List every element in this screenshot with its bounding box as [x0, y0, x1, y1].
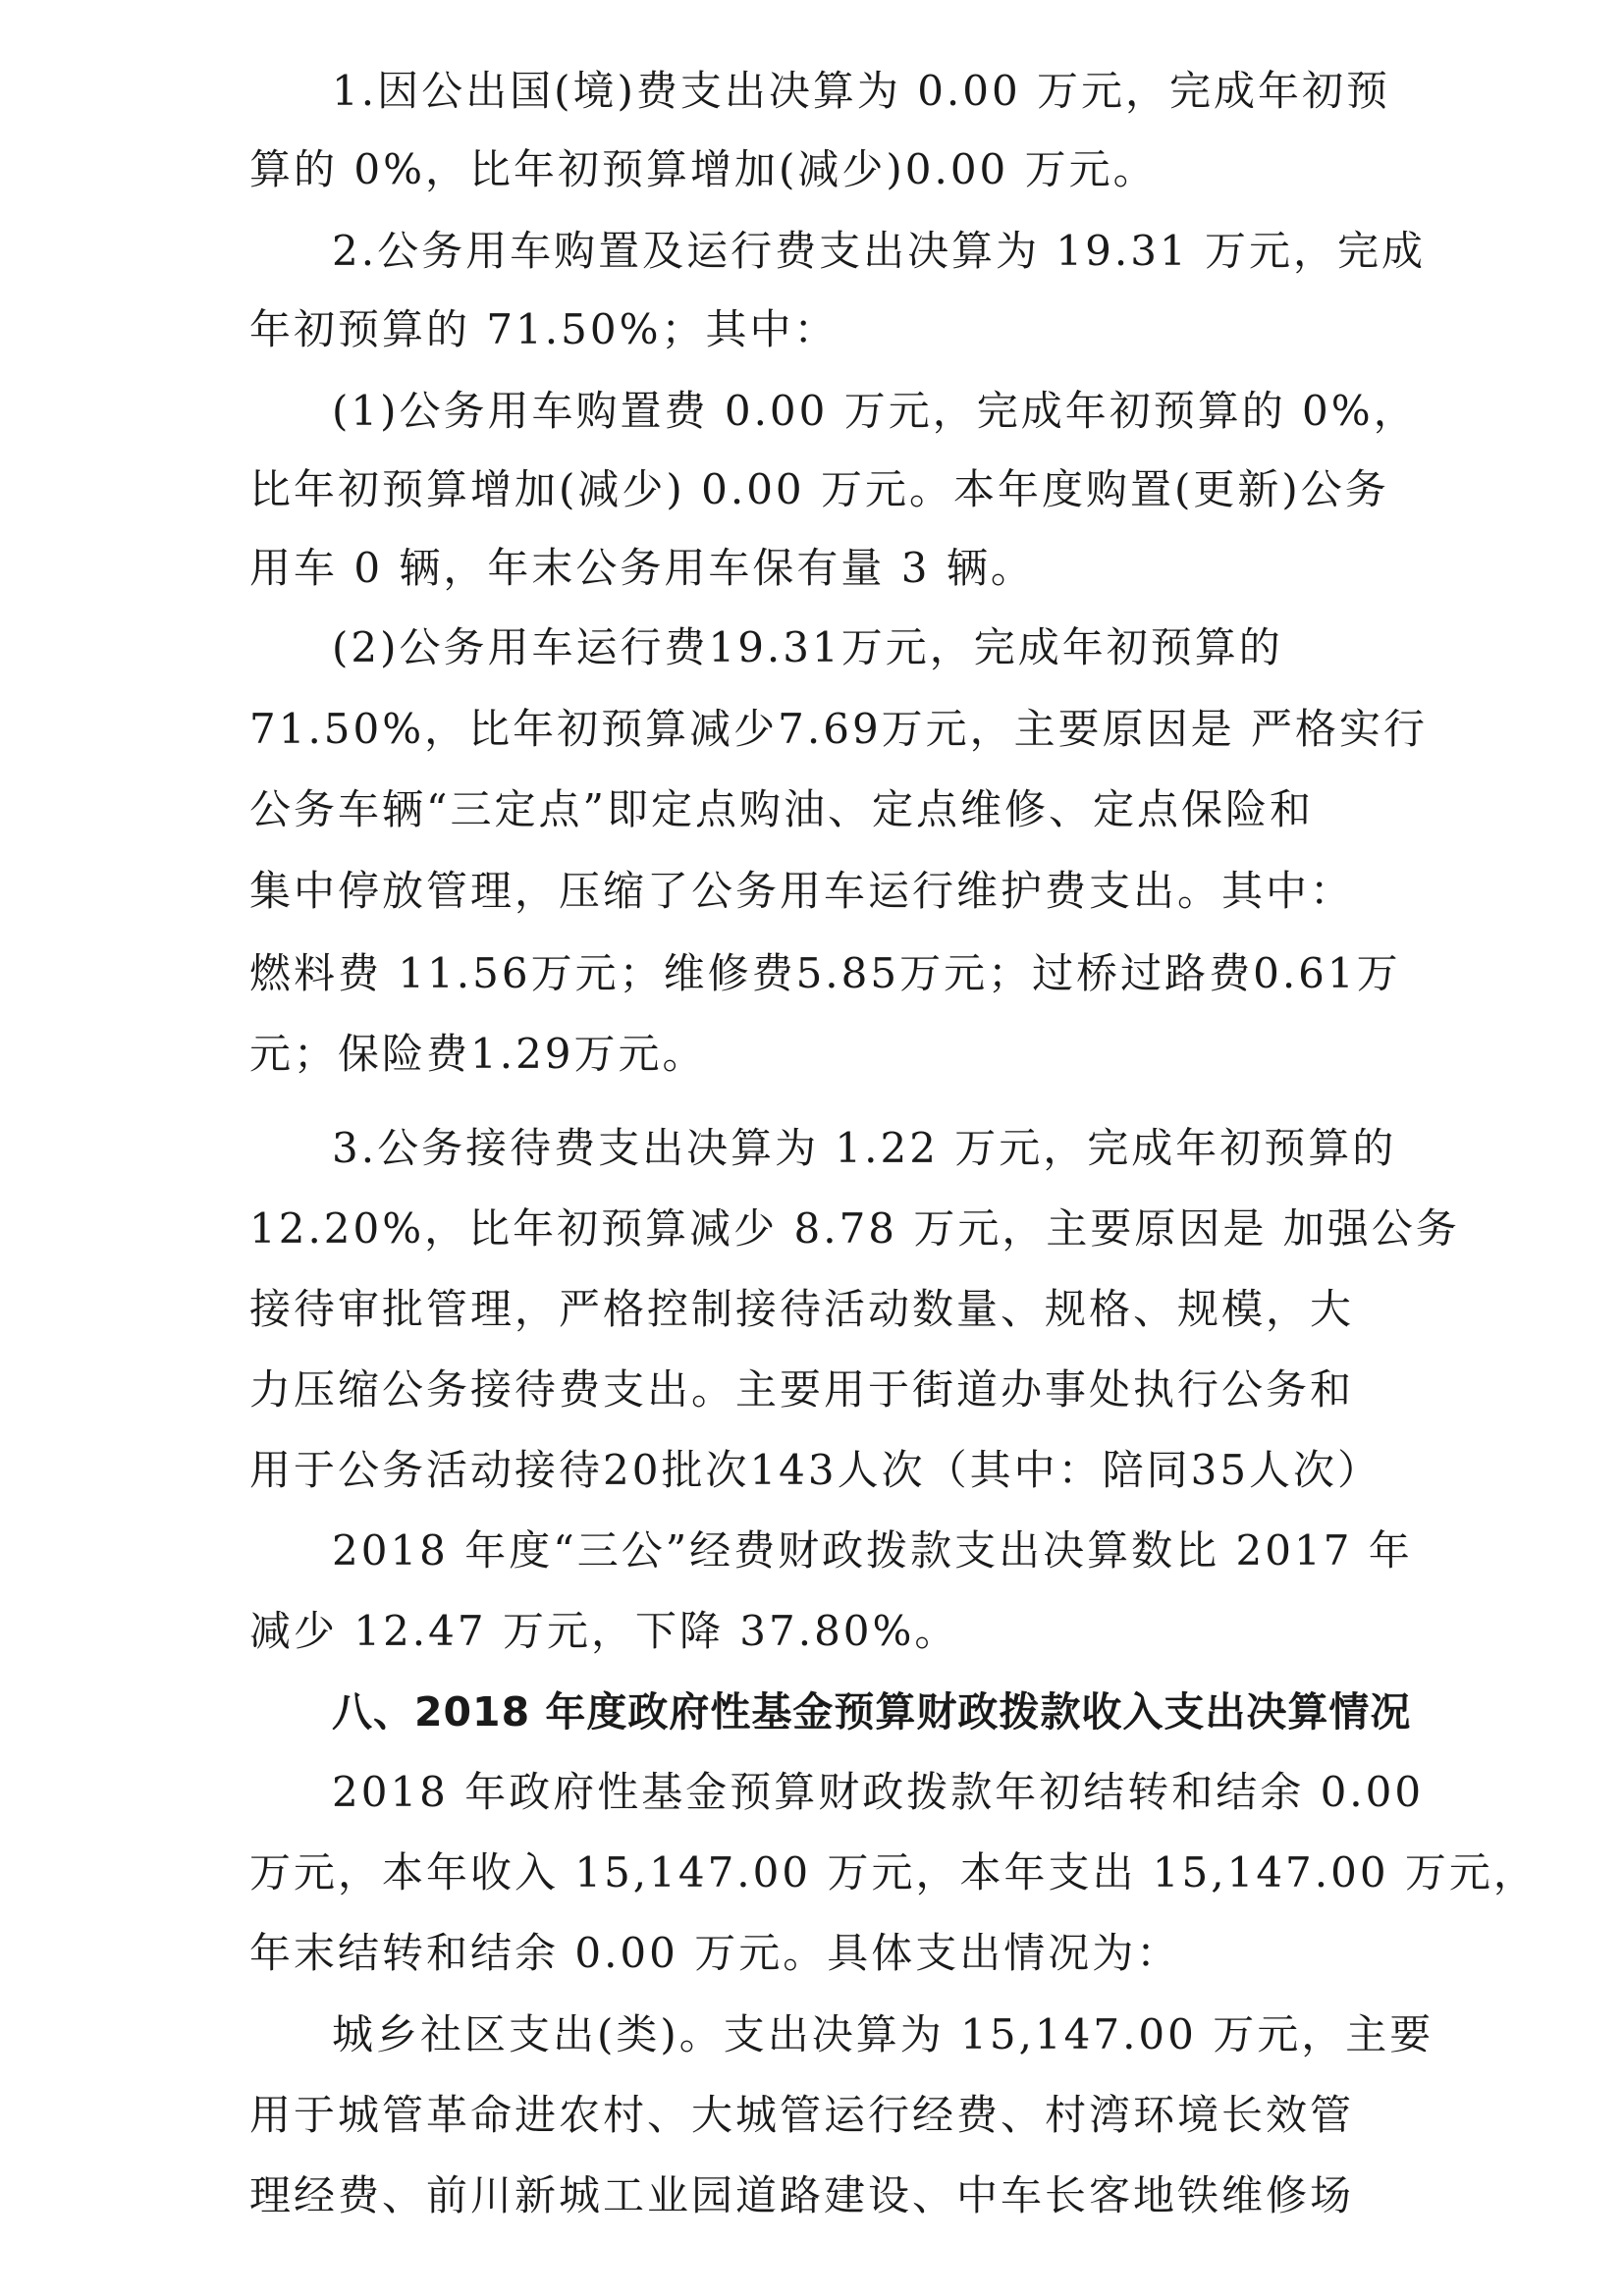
text-line: 2018 年度“三公”经费财政拨款支出决算数比 2017 年 [332, 1526, 1413, 1575]
text-line: 接待审批管理，严格控制接待活动数量、规格、规模，大 [249, 1285, 1355, 1333]
text-line: 2018 年政府性基金预算财政拨款年初结转和结余 0.00 [332, 1768, 1425, 1816]
text-line: 用于城管革命进农村、大城管运行经费、村湾环境长效管 [249, 2091, 1355, 2139]
text-line: 力压缩公务接待费支出。主要用于街道办事处执行公务和 [249, 1365, 1355, 1414]
text-line: (2)公务用车运行费19.31万元，完成年初预算的 [332, 623, 1283, 671]
text-line: 1.因公出国(境)费支出决算为 0.00 万元，完成年初预 [332, 67, 1391, 115]
section-heading: 八、2018 年度政府性基金预算财政拨款收入支出决算情况 [332, 1688, 1412, 1735]
text-line: 年初预算的 71.50%；其中： [249, 305, 839, 353]
text-line: 年末结转和结余 0.00 万元。具体支出情况为： [249, 1929, 1181, 1977]
text-line: 减少 12.47 万元，下降 37.80%。 [249, 1607, 959, 1655]
text-line: 用于公务活动接待20批次143人次（其中：陪同35人次） [249, 1446, 1382, 1494]
text-line: 公务车辆“三定点”即定点购油、定点维修、定点保险和 [249, 785, 1314, 833]
text-line: 理经费、前川新城工业园道路建设、中车长客地铁维修场 [249, 2171, 1355, 2219]
text-line: 比年初预算增加(减少) 0.00 万元。本年度购置(更新)公务 [249, 465, 1389, 513]
text-line: 12.20%，比年初预算减少 8.78 万元，主要原因是 加强公务 [249, 1204, 1460, 1253]
text-line: (1)公务用车购置费 0.00 万元，完成年初预算的 0%， [332, 387, 1418, 435]
text-line: 城乡社区支出(类)。支出决算为 15,147.00 万元，主要 [332, 2010, 1435, 2058]
text-line: 万元，本年收入 15,147.00 万元，本年支出 15,147.00 万元， [249, 1848, 1538, 1896]
text-line: 2.公务用车购置及运行费支出决算为 19.31 万元，完成 [332, 227, 1427, 275]
text-line: 算的 0%，比年初预算增加(减少)0.00 万元。 [249, 145, 1158, 193]
text-line: 用车 0 辆，年末公务用车保有量 3 辆。 [249, 544, 1035, 592]
text-line: 集中停放管理，压缩了公务用车运行维护费支出。其中： [249, 867, 1355, 915]
text-line: 元；保险费1.29万元。 [249, 1030, 707, 1078]
text-line: 71.50%，比年初预算减少7.69万元，主要原因是 严格实行 [249, 705, 1429, 753]
text-line: 3.公务接待费支出决算为 1.22 万元，完成年初预算的 [332, 1124, 1397, 1172]
text-line: 燃料费 11.56万元；维修费5.85万元；过桥过路费0.61万 [249, 949, 1401, 997]
